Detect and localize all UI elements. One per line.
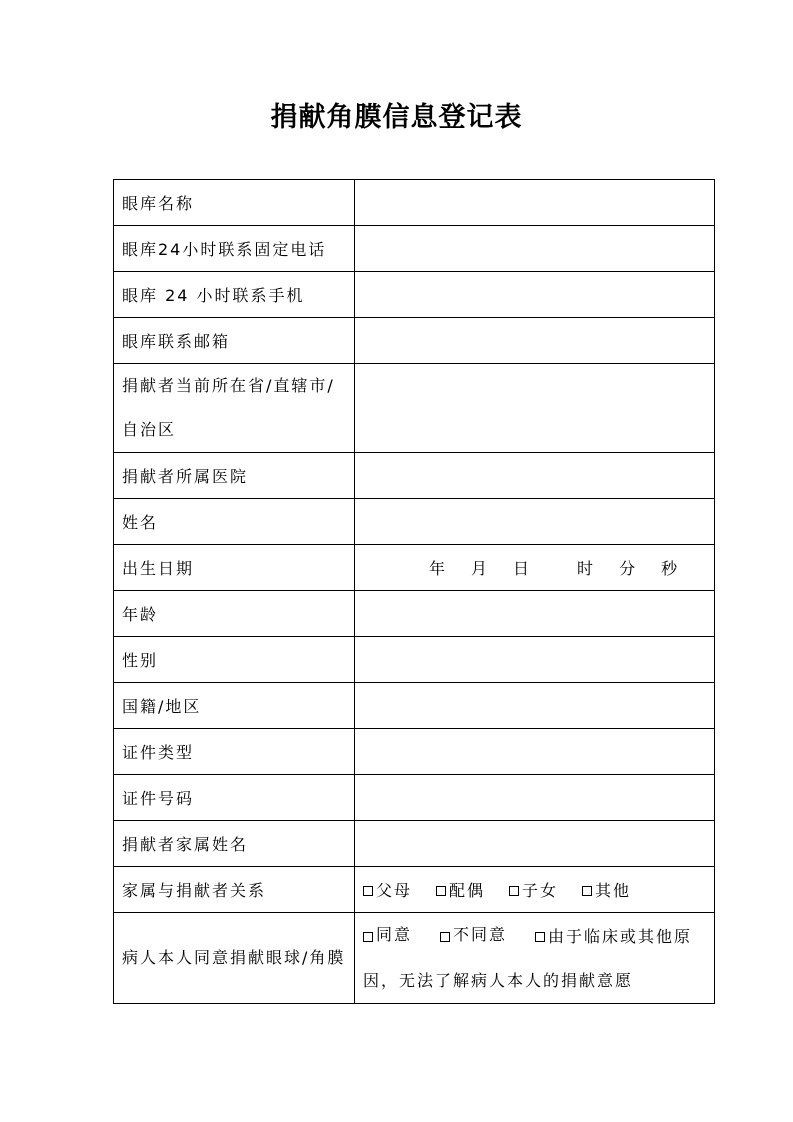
table-row	[114, 545, 715, 591]
hour-unit: 时	[577, 559, 596, 578]
row-label: 捐献者家属姓名	[114, 821, 355, 867]
table-row	[114, 591, 715, 637]
page-title: 捐献角膜信息登记表	[270, 102, 523, 133]
name-field[interactable]	[355, 499, 715, 545]
table-row	[114, 318, 715, 364]
donor-hospital-field[interactable]	[355, 453, 715, 499]
relation-option-spouse[interactable]: 配偶	[436, 878, 485, 901]
row-label: 年龄	[114, 591, 355, 637]
gender-field[interactable]	[355, 637, 715, 683]
table-row	[114, 453, 715, 499]
donor-province-field[interactable]	[355, 364, 715, 453]
table-row	[114, 821, 715, 867]
year-unit: 年	[429, 559, 448, 578]
relation-option-children[interactable]: 子女	[509, 878, 558, 901]
row-label: 眼库联系邮箱	[114, 318, 355, 364]
row-label: 证件号码	[114, 775, 355, 821]
checkbox[interactable]	[582, 886, 592, 896]
table-row	[114, 683, 715, 729]
checkbox[interactable]	[440, 932, 450, 942]
table-row	[114, 180, 715, 226]
checkbox[interactable]	[363, 886, 373, 896]
consent-option-agree[interactable]: 同意	[363, 913, 412, 957]
row-label: 病人本人同意捐献眼球/角膜	[114, 913, 355, 1004]
consent-field	[355, 913, 715, 1004]
birth-date-field[interactable]	[355, 545, 715, 591]
row-label: 证件类型	[114, 729, 355, 775]
checkbox[interactable]	[436, 886, 446, 896]
checkbox[interactable]	[363, 932, 373, 942]
table-row	[114, 729, 715, 775]
eye-bank-email-field[interactable]	[355, 318, 715, 364]
row-label: 眼库24小时联系固定电话	[114, 226, 355, 272]
consent-option-disagree[interactable]: 不同意	[440, 913, 507, 957]
row-label: 眼库 24 小时联系手机	[114, 272, 355, 318]
eye-bank-name-field[interactable]	[355, 180, 715, 226]
checkbox[interactable]	[535, 932, 545, 942]
relation-options	[363, 878, 706, 901]
id-type-field[interactable]	[355, 729, 715, 775]
registration-table	[113, 179, 715, 1004]
month-unit: 月	[471, 559, 490, 578]
row-label: 国籍/地区	[114, 683, 355, 729]
table-row	[114, 226, 715, 272]
consent-option-unknown[interactable]: 由于临床或其他原因，无法了解病人本人的捐献意愿	[363, 926, 693, 990]
family-name-field[interactable]	[355, 821, 715, 867]
relation-option-other[interactable]: 其他	[582, 878, 631, 901]
id-number-field[interactable]	[355, 775, 715, 821]
relation-field	[355, 867, 715, 913]
row-label: 姓名	[114, 499, 355, 545]
table-row	[114, 775, 715, 821]
table-row	[114, 364, 715, 453]
row-label: 家属与捐献者关系	[114, 867, 355, 913]
minute-unit: 分	[619, 559, 638, 578]
row-label: 捐献者当前所在省/直辖市/自治区	[114, 364, 355, 453]
relation-option-parents[interactable]: 父母	[363, 878, 412, 901]
second-unit: 秒	[661, 559, 680, 578]
table-row	[114, 913, 715, 1004]
table-row	[114, 499, 715, 545]
row-label: 性别	[114, 637, 355, 683]
table-row	[114, 867, 715, 913]
birth-date-units	[363, 556, 706, 579]
row-label: 捐献者所属医院	[114, 453, 355, 499]
age-field[interactable]	[355, 591, 715, 637]
row-label: 出生日期	[114, 545, 355, 591]
row-label: 眼库名称	[114, 180, 355, 226]
eye-bank-mobile-field[interactable]	[355, 272, 715, 318]
table-row	[114, 272, 715, 318]
day-unit: 日	[513, 559, 532, 578]
table-row	[114, 637, 715, 683]
checkbox[interactable]	[509, 886, 519, 896]
eye-bank-landline-field[interactable]	[355, 226, 715, 272]
nationality-field[interactable]	[355, 683, 715, 729]
